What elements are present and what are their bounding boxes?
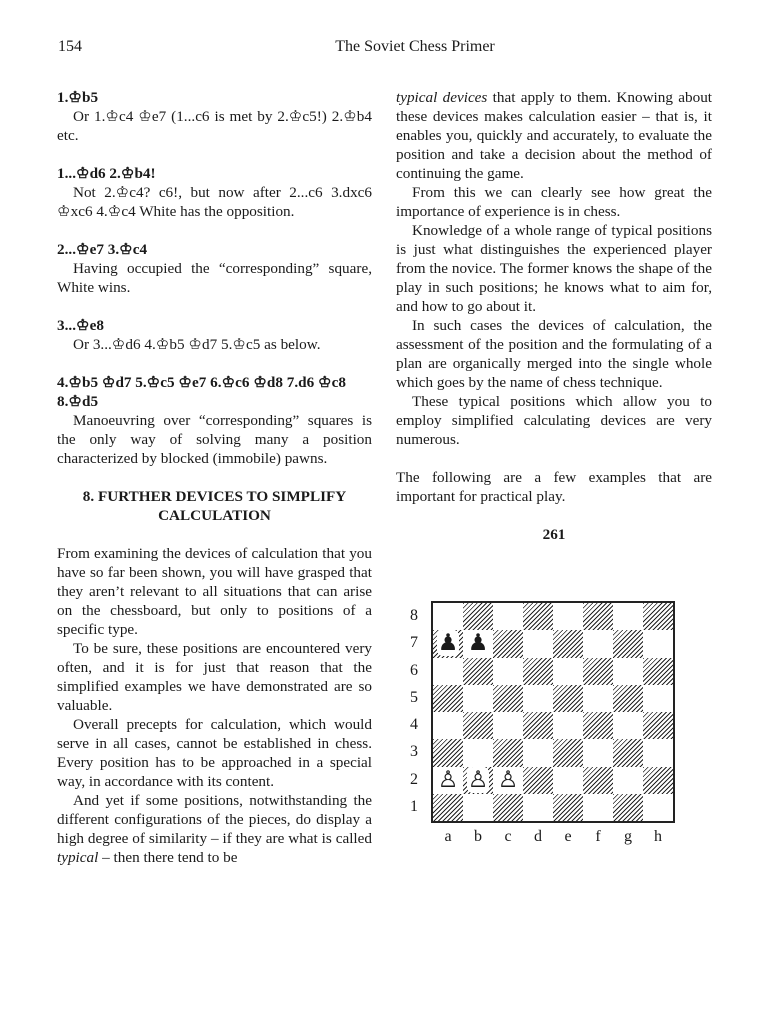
- section-title: 8. FURTHER DEVICES TO SIMPLIFY CALCULATION: [82, 488, 347, 524]
- board-square: [493, 658, 523, 685]
- file-label: h: [654, 828, 662, 845]
- rank-label: 7: [410, 634, 418, 652]
- board-square: [613, 630, 643, 657]
- annotation: Having occupied the “corresponding” square, White wins.: [57, 260, 372, 296]
- board-square: [643, 685, 673, 712]
- rank-label: 4: [410, 716, 418, 733]
- board-square: [463, 712, 493, 739]
- paragraph: Overall precepts for calculation, which would serve in all cases, cannot be established in chess. Every position has to be approached in a special way, in accordance with its content.: [57, 716, 372, 790]
- rank-label: 5: [410, 688, 418, 706]
- move-heading: 2...♔e7 3.♔c4: [57, 241, 148, 258]
- board-square: [523, 794, 553, 821]
- board-square: [523, 603, 553, 630]
- board-square: [523, 767, 553, 794]
- board-square: [433, 685, 463, 712]
- board-square: [463, 739, 493, 766]
- board-square: [613, 658, 643, 685]
- black-pawn: ♟: [467, 630, 489, 657]
- file-label: a: [444, 828, 452, 845]
- board-square: [553, 739, 583, 766]
- board-square: [613, 712, 643, 739]
- paragraph: From this we can clearly see how great the importance of experience is in chess.: [396, 184, 712, 220]
- paragraph: From examining the devices of calculation that you have so far been shown, you will have grasped that they aren’t relevant to all situations that can arise on the chessboard, but only to positions of a specific type.: [57, 545, 372, 638]
- board-square: [643, 794, 673, 821]
- board-square: [583, 603, 613, 630]
- paragraph-text: that apply to them. Knowing about these devices makes calculation easier – that is, it enables you, quickly and accurately, to evaluate the position and take a decision about the method of continuing the game.: [396, 89, 713, 182]
- chess-diagram: [404, 601, 694, 851]
- board-square: [643, 712, 673, 739]
- black-pawn: ♟: [437, 630, 459, 657]
- board-square: [523, 658, 553, 685]
- file-label: b: [474, 828, 482, 845]
- file-label: d: [534, 828, 542, 845]
- annotation: Or 3...♔d6 4.♔b5 ♔d7 5.♔c5 as below.: [73, 336, 321, 353]
- white-pawn: ♙: [437, 766, 459, 793]
- board-square: [463, 794, 493, 821]
- white-pawn: ♙: [467, 766, 489, 793]
- board-square: [463, 685, 493, 712]
- board-square: [643, 630, 673, 657]
- rank-label: 2: [410, 770, 418, 788]
- rank-label: 3: [410, 743, 418, 761]
- board-square: [613, 685, 643, 712]
- board-square: [583, 685, 613, 712]
- board-square: [553, 603, 583, 630]
- board-square: [583, 658, 613, 685]
- board-square: [493, 739, 523, 766]
- board-square: [463, 658, 493, 685]
- paragraph: These typical positions which allow you to employ simplified calculating devices are very numerous.: [396, 393, 712, 448]
- board-square: [553, 658, 583, 685]
- board-square: [523, 630, 553, 657]
- move-heading: 4.♔b5 ♔d7 5.♔c5 ♔e7 6.♔c6 ♔d8 7.d6 ♔c8 8.♔d5: [57, 374, 346, 410]
- board-square: [493, 630, 523, 657]
- board-square: [583, 739, 613, 766]
- file-label: f: [595, 828, 601, 845]
- annotation: Not 2.♔c4? c6!, but now after 2...c6 3.dxc6 ♔xc6 4.♔c4 White has the opposition.: [57, 184, 372, 220]
- board-square: [613, 767, 643, 794]
- file-label: e: [564, 828, 572, 845]
- board-square: [493, 685, 523, 712]
- board-square: [553, 630, 583, 657]
- rank-label: 6: [410, 661, 418, 679]
- annotation: Manoeuvring over “corresponding” squares is the only way of solving many a position characterized by blocked (immobile) pawns.: [57, 412, 372, 467]
- board-square: [613, 794, 643, 821]
- paragraph: The following are a few examples that are important for practical play.: [396, 469, 712, 505]
- rank-label: 8: [410, 607, 418, 624]
- paragraph: To be sure, these positions are encountered very often, and it is for just that reason that the simplified examples we have demonstrated are so valuable.: [57, 640, 372, 714]
- board-square: [583, 630, 613, 657]
- right-column: [396, 88, 712, 544]
- paragraph-text: And yet if some positions, notwithstanding the different configurations of the pieces, do display a high degree of similarity – if they are what is called: [57, 792, 372, 847]
- running-title: The Soviet Chess Primer: [335, 38, 495, 55]
- board-square: [583, 767, 613, 794]
- diagram-number: 261: [542, 526, 566, 543]
- file-label: g: [624, 828, 632, 845]
- left-column: [57, 88, 372, 867]
- board-square: [553, 712, 583, 739]
- move-heading: 1.♔b5: [57, 89, 99, 106]
- board-square: [523, 685, 553, 712]
- rank-label: 1: [410, 797, 418, 815]
- board-square: [583, 794, 613, 821]
- board-square: [523, 739, 553, 766]
- board-square: [433, 739, 463, 766]
- chessboard: [431, 601, 675, 823]
- board-square: [463, 603, 493, 630]
- file-label: c: [504, 828, 512, 845]
- board-square: [433, 712, 463, 739]
- emphasis: typical devices: [396, 89, 488, 106]
- paragraph: In such cases the devices of calculation, the assessment of the position and the formulating of a plan are organically merged into the single whole which goes by the name of chess technique.: [396, 317, 712, 391]
- paragraph-text: – then there tend to be: [98, 849, 238, 866]
- paragraph: [57, 791, 372, 867]
- emphasis: typical: [57, 849, 99, 866]
- white-pawn: ♙: [497, 766, 519, 793]
- board-square: [613, 603, 643, 630]
- board-square: [643, 739, 673, 766]
- board-square: [553, 685, 583, 712]
- move-heading: 1...♔d6 2.♔b4!: [57, 165, 156, 182]
- board-square: [433, 658, 463, 685]
- board-square: [553, 767, 583, 794]
- board-square: [433, 603, 463, 630]
- board-square: [493, 794, 523, 821]
- board-square: [643, 658, 673, 685]
- board-square: [613, 739, 643, 766]
- board-square: [493, 603, 523, 630]
- board-square: [643, 767, 673, 794]
- board-square: [493, 712, 523, 739]
- annotation: Or 1.♔c4 ♔e7 (1...c6 is met by 2.♔c5!) 2.♔b4 etc.: [57, 108, 372, 144]
- board-square: [523, 712, 553, 739]
- paragraph: [396, 88, 712, 183]
- board-square: [583, 712, 613, 739]
- board-square: [643, 603, 673, 630]
- board-square: [553, 794, 583, 821]
- page-number: 154: [58, 38, 82, 55]
- board-square: [433, 794, 463, 821]
- move-heading: 3...♔e8: [57, 317, 104, 334]
- paragraph: Knowledge of a whole range of typical positions is just what distinguishes the experienced player from the novice. The former knows the shape of the play in such positions; he knows what to aim for, and how to go about it.: [396, 222, 712, 315]
